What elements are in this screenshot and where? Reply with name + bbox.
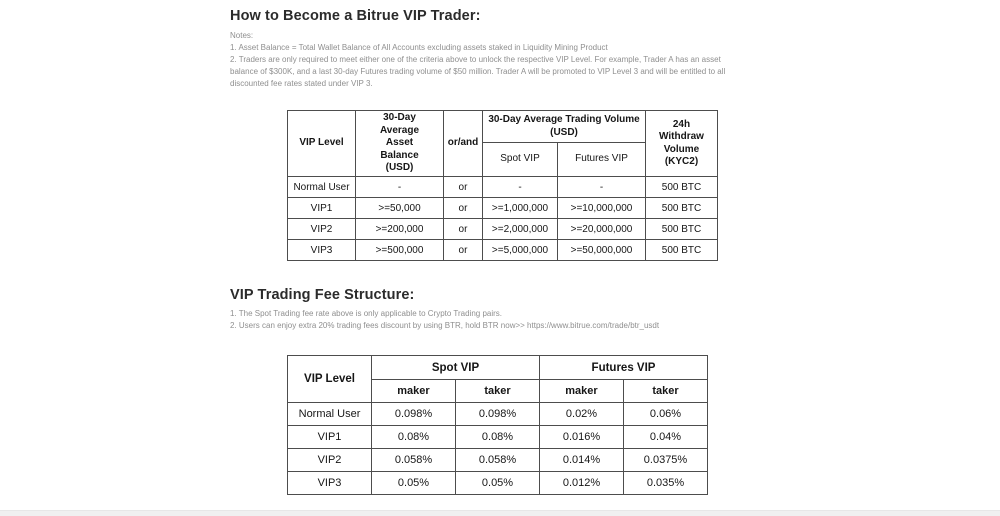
table-row <box>288 177 718 198</box>
table-cell: VIP3 <box>288 240 356 261</box>
table-row <box>288 240 718 261</box>
col-header-spot-taker: taker <box>456 380 540 403</box>
table-cell: >=20,000,000 <box>558 219 646 240</box>
section1-notes <box>230 30 740 90</box>
table-cell: or <box>444 219 483 240</box>
table-cell: or <box>444 240 483 261</box>
table-cell: VIP1 <box>288 198 356 219</box>
table-cell: - <box>356 177 444 198</box>
table-cell: 500 BTC <box>646 219 718 240</box>
btr-trade-link[interactable]: https://www.bitrue.com/trade/btr_usdt <box>527 321 660 330</box>
section2-note-1: 1. The Spot Trading fee rate above is only applicable to Crypto Trading pairs. <box>230 309 503 318</box>
col-header-futures-maker: maker <box>540 380 624 403</box>
table-cell: 500 BTC <box>646 177 718 198</box>
table-row <box>288 472 708 495</box>
section2-note-2 <box>230 320 740 332</box>
table-cell: - <box>483 177 558 198</box>
section1-title: How to Become a Bitrue VIP Trader: <box>230 8 481 24</box>
table-cell: 0.012% <box>540 472 624 495</box>
table-cell: - <box>558 177 646 198</box>
col-header-trading-volume-group: 30-Day Average Trading Volume (USD) <box>483 111 646 143</box>
table-cell: or <box>444 177 483 198</box>
col-header-asset-balance: 30-Day Average Asset Balance (USD) <box>356 111 444 177</box>
table-cell: 0.08% <box>456 426 540 449</box>
col-header-futures-vip-group: Futures VIP <box>540 356 708 380</box>
table-cell: 0.098% <box>372 403 456 426</box>
table-cell: 0.014% <box>540 449 624 472</box>
table-cell: or <box>444 198 483 219</box>
section2-note-2-text: 2. Users can enjoy extra 20% trading fees discount by using BTR, hold BTR now>> <box>230 321 528 330</box>
table-cell: 0.035% <box>624 472 708 495</box>
col-header-withdraw-volume: 24h Withdraw Volume (KYC2) <box>646 111 718 177</box>
col-header-vip-level: VIP Level <box>288 356 372 403</box>
table-row <box>288 198 718 219</box>
table-cell: 0.06% <box>624 403 708 426</box>
table-row <box>288 426 708 449</box>
section1-note-1: 1. Asset Balance = Total Wallet Balance of All Accounts excluding assets staked in Liquidity Mining Product <box>230 43 608 52</box>
vip-criteria-table <box>287 110 718 261</box>
table-row <box>288 219 718 240</box>
table-cell: >=200,000 <box>356 219 444 240</box>
section1-note-2: 2. Traders are only required to meet either one of the criteria above to unlock the respective VIP Level. For example, Trader A has an asset balance of $300K, and a last 30-day Futures trading volume of $50 million. Trader A will be promoted to VIP Level 3 and will be entitled to all discounted fee rates stated under VIP 3. <box>230 55 726 88</box>
fee-structure-table <box>287 355 708 495</box>
table-cell: >=10,000,000 <box>558 198 646 219</box>
col-header-spot-vip: Spot VIP <box>483 143 558 177</box>
table-cell: VIP1 <box>288 426 372 449</box>
notes-label: Notes: <box>230 31 254 40</box>
table-cell: 0.058% <box>456 449 540 472</box>
section2-notes <box>230 308 740 332</box>
table-cell: 0.05% <box>372 472 456 495</box>
table-cell: >=2,000,000 <box>483 219 558 240</box>
col-header-spot-maker: maker <box>372 380 456 403</box>
table-header-row <box>288 111 718 143</box>
table-cell: VIP3 <box>288 472 372 495</box>
table-cell: 0.0375% <box>624 449 708 472</box>
table-header-row <box>288 356 708 380</box>
table-cell: 0.058% <box>372 449 456 472</box>
col-header-futures-vip: Futures VIP <box>558 143 646 177</box>
col-header-vip-level: VIP Level <box>288 111 356 177</box>
table-cell: 0.08% <box>372 426 456 449</box>
col-header-futures-taker: taker <box>624 380 708 403</box>
table-cell: VIP2 <box>288 219 356 240</box>
table-row <box>288 403 708 426</box>
table-cell: 0.02% <box>540 403 624 426</box>
table-cell: >=50,000,000 <box>558 240 646 261</box>
bottom-divider <box>0 510 1000 516</box>
table-row <box>288 449 708 472</box>
table-cell: >=5,000,000 <box>483 240 558 261</box>
table-cell: Normal User <box>288 403 372 426</box>
col-header-spot-vip-group: Spot VIP <box>372 356 540 380</box>
table-cell: >=500,000 <box>356 240 444 261</box>
table-cell: >=1,000,000 <box>483 198 558 219</box>
col-header-or-and: or/and <box>444 111 483 177</box>
table-cell: 0.05% <box>456 472 540 495</box>
table-cell: 0.016% <box>540 426 624 449</box>
section2-title: VIP Trading Fee Structure: <box>230 287 415 303</box>
table-cell: Normal User <box>288 177 356 198</box>
table-cell: >=50,000 <box>356 198 444 219</box>
table-cell: VIP2 <box>288 449 372 472</box>
table-cell: 500 BTC <box>646 198 718 219</box>
table-cell: 500 BTC <box>646 240 718 261</box>
table-cell: 0.04% <box>624 426 708 449</box>
table-cell: 0.098% <box>456 403 540 426</box>
